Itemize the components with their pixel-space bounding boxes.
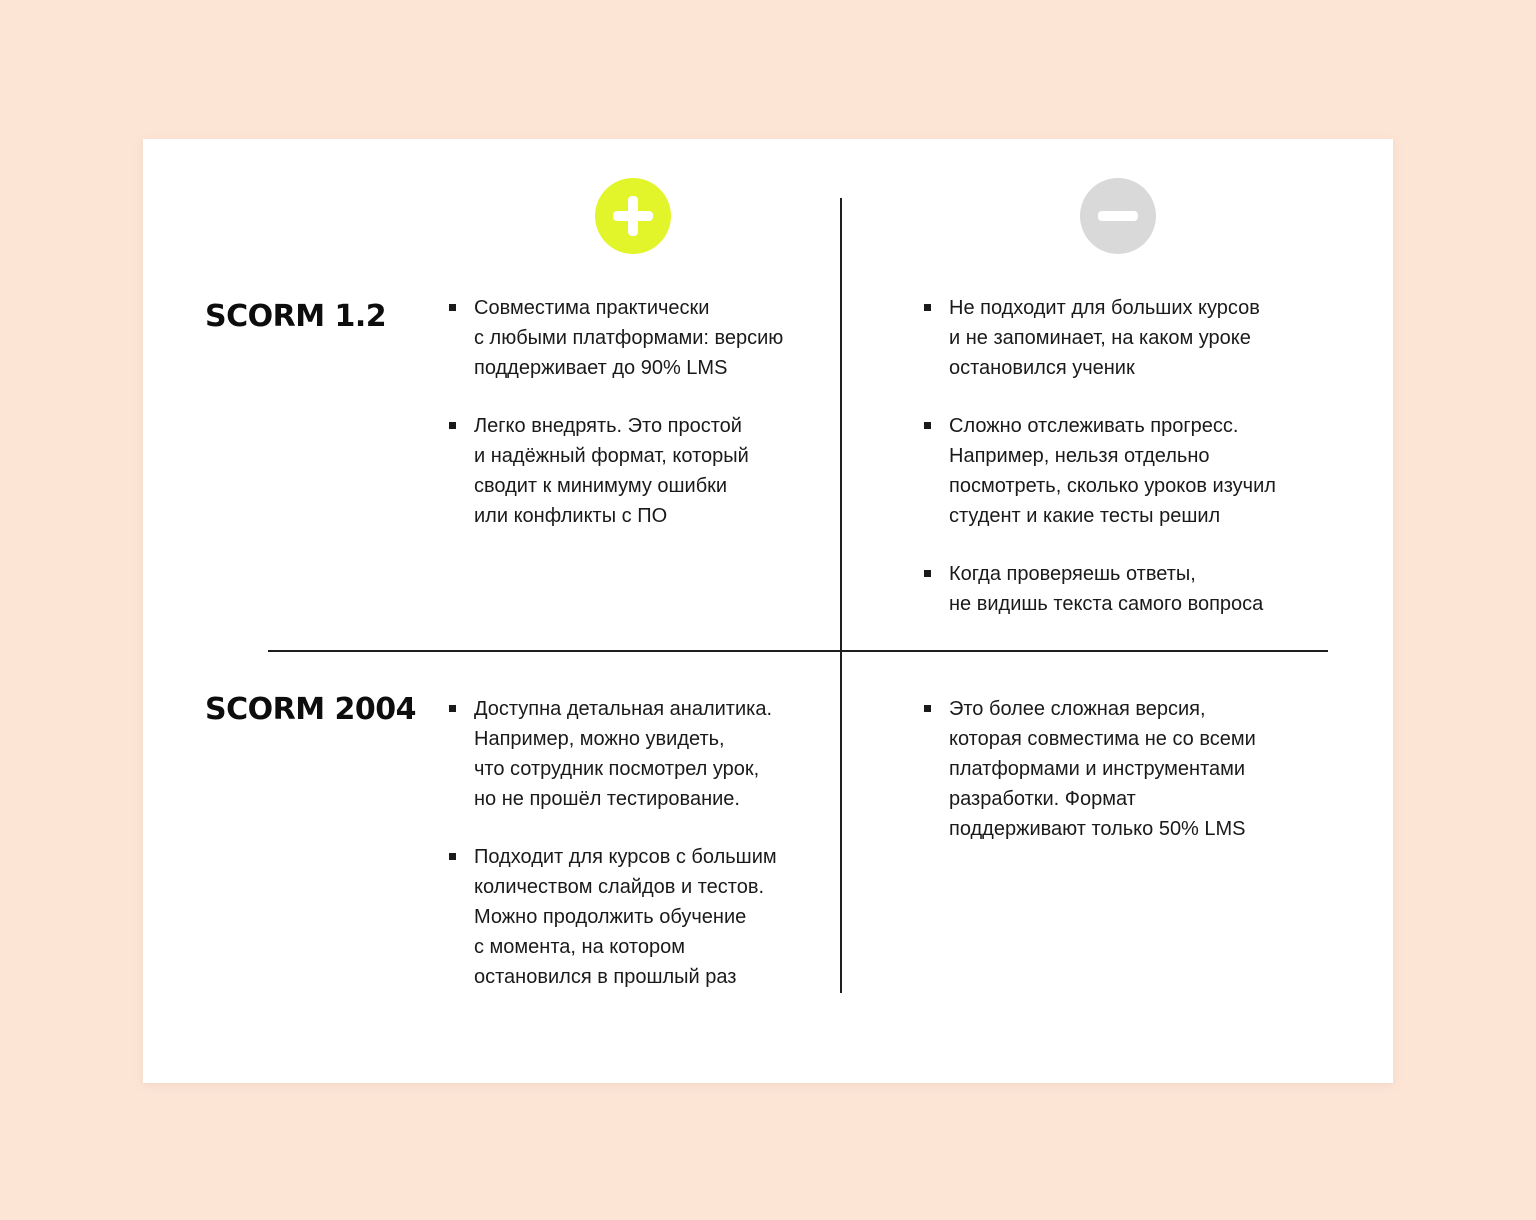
column-divider bbox=[840, 198, 842, 993]
list-item-line: поддерживает до 90% LMS bbox=[474, 357, 728, 379]
list-item-line: Сложно отслеживать прогресс. bbox=[949, 415, 1239, 437]
list-item-line: сводит к минимуму ошибки bbox=[474, 475, 728, 497]
list-item bbox=[922, 411, 1322, 531]
list-item bbox=[922, 293, 1322, 383]
bullet-icon bbox=[449, 422, 456, 429]
bullet-icon bbox=[924, 705, 931, 712]
list-item-line: Доступна детальная аналитика. bbox=[474, 698, 772, 720]
row-title-scorm-1-2: SCORM 1.2 bbox=[205, 299, 387, 334]
bullet-icon bbox=[924, 304, 931, 311]
list-item-line: что сотрудник посмотрел урок, bbox=[474, 758, 760, 780]
scorm-1-2-cons-list bbox=[922, 293, 1322, 619]
list-item-line: с момента, на котором bbox=[474, 936, 685, 958]
list-item-line: Это более сложная версия, bbox=[949, 698, 1206, 720]
minus-icon bbox=[1080, 178, 1156, 254]
bullet-icon bbox=[924, 422, 931, 429]
bullet-icon bbox=[924, 570, 931, 577]
list-item-line: студент и какие тесты решил bbox=[949, 505, 1221, 527]
list-item-line: разработки. Формат bbox=[949, 788, 1136, 810]
list-item-line: поддерживают только 50% LMS bbox=[949, 818, 1246, 840]
list-item-line: платформами и инструментами bbox=[949, 758, 1246, 780]
list-item-line: Можно продолжить обучение bbox=[474, 906, 747, 928]
comparison-card bbox=[143, 139, 1393, 1083]
list-item-line: которая совместима не со всеми bbox=[949, 728, 1256, 750]
list-item-line: Когда проверяешь ответы, bbox=[949, 563, 1196, 585]
list-item-line: Не подходит для больших курсов bbox=[949, 297, 1260, 319]
list-item bbox=[447, 411, 837, 531]
scorm-1-2-pros-list bbox=[447, 293, 837, 531]
list-item-line: и надёжный формат, который bbox=[474, 445, 749, 467]
list-item-line: и не запоминает, на каком уроке bbox=[949, 327, 1251, 349]
list-item-line: не видишь текста самого вопроса bbox=[949, 593, 1264, 615]
list-item bbox=[447, 842, 837, 992]
list-item bbox=[447, 293, 837, 383]
list-item-line: Легко внедрять. Это простой bbox=[474, 415, 742, 437]
list-item-line: Например, нельзя отдельно bbox=[949, 445, 1210, 467]
list-item-line: с любыми платформами: версию bbox=[474, 327, 784, 349]
list-item-line: посмотреть, сколько уроков изучил bbox=[949, 475, 1276, 497]
list-item bbox=[447, 694, 837, 814]
list-item-line: остановился в прошлый раз bbox=[474, 966, 737, 988]
row-divider bbox=[268, 650, 1328, 652]
scorm-2004-pros-list bbox=[447, 694, 837, 992]
list-item-line: количеством слайдов и тестов. bbox=[474, 876, 764, 898]
bullet-icon bbox=[449, 853, 456, 860]
list-item-line: Совместима практически bbox=[474, 297, 710, 319]
list-item-line: или конфликты с ПО bbox=[474, 505, 668, 527]
list-item-line: Подходит для курсов с большим bbox=[474, 846, 777, 868]
list-item-line: остановился ученик bbox=[949, 357, 1135, 379]
list-item-line: Например, можно увидеть, bbox=[474, 728, 725, 750]
list-item bbox=[922, 559, 1322, 619]
list-item-line: но не прошёл тестирование. bbox=[474, 788, 740, 810]
scorm-2004-cons-list bbox=[922, 694, 1322, 844]
row-title-scorm-2004: SCORM 2004 bbox=[205, 692, 417, 727]
plus-icon bbox=[595, 178, 671, 254]
list-item bbox=[922, 694, 1322, 844]
bullet-icon bbox=[449, 705, 456, 712]
bullet-icon bbox=[449, 304, 456, 311]
